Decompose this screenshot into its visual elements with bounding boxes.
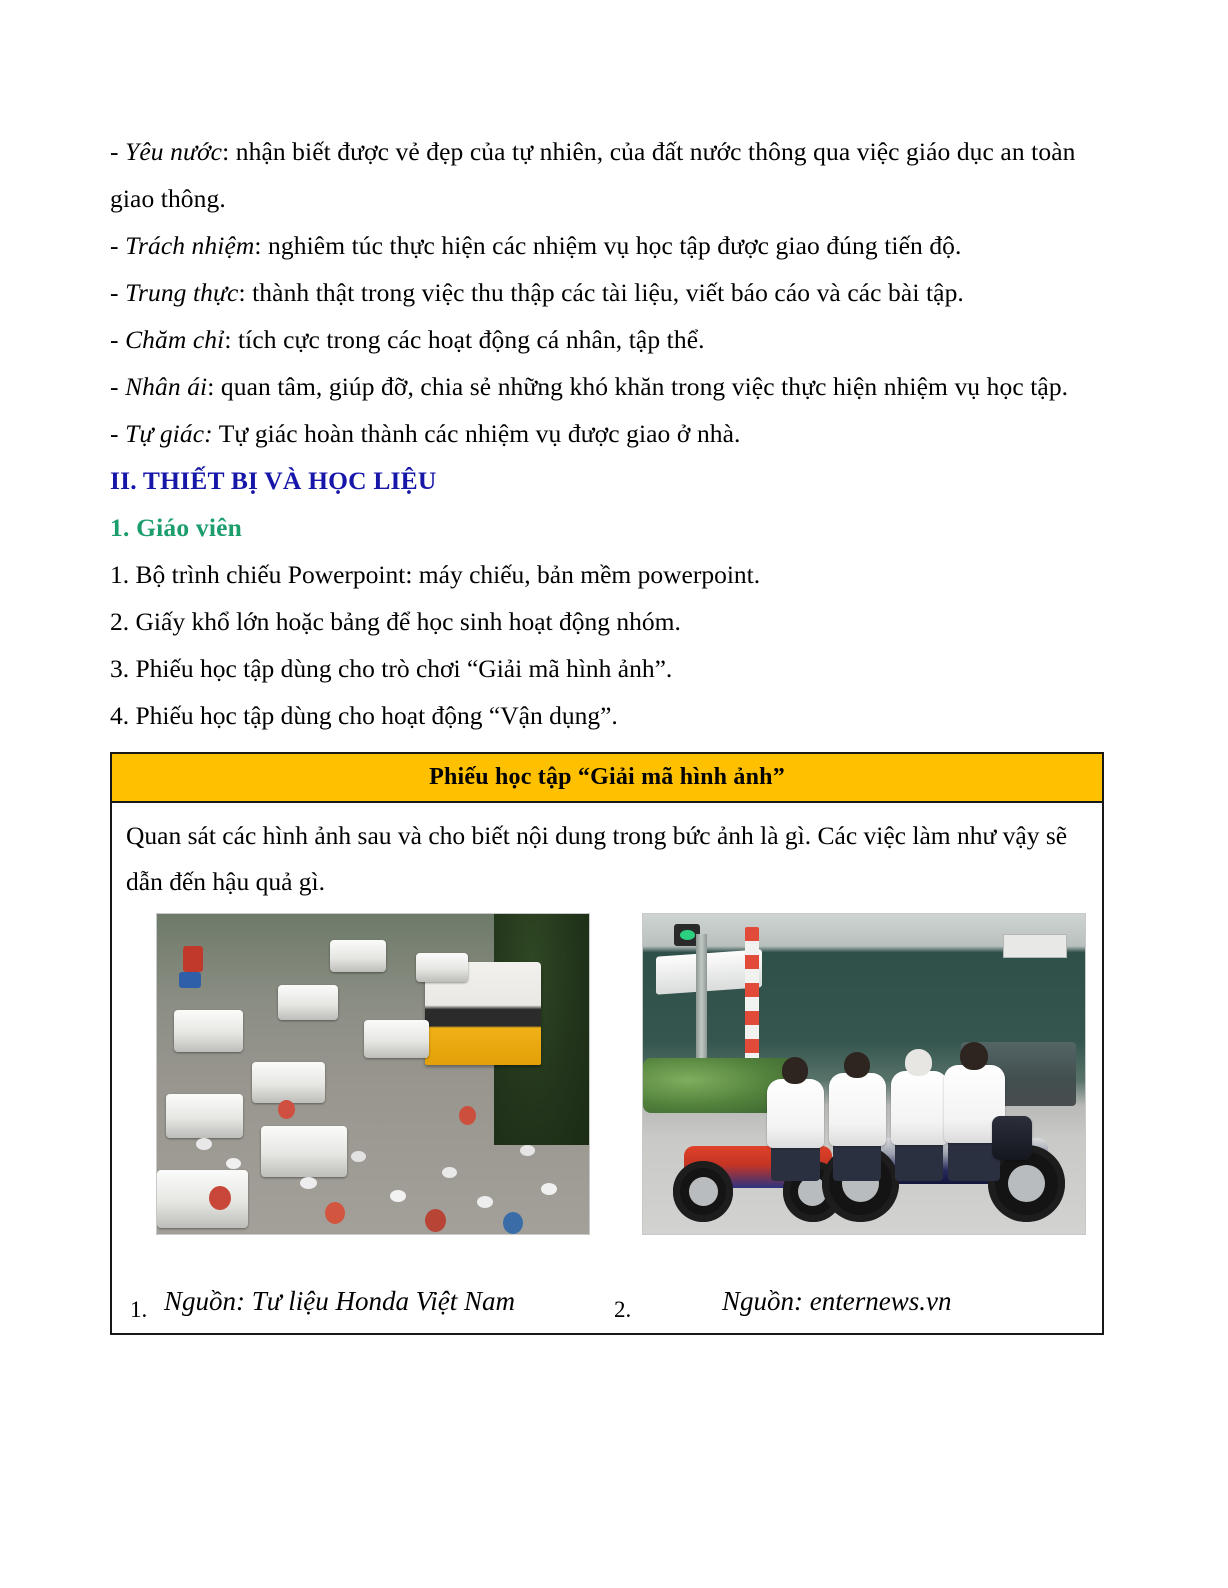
teacher-item: 1. Bộ trình chiếu Powerpoint: máy chiếu, bản mềm powerpoint. xyxy=(110,560,761,589)
student-rider-2 xyxy=(829,1058,886,1183)
quality-item xyxy=(110,316,1120,363)
rider-4-head xyxy=(960,1042,988,1070)
backpack xyxy=(992,1106,1032,1183)
white-van xyxy=(364,1020,429,1058)
quality-item xyxy=(110,222,1120,269)
worksheet-table xyxy=(110,752,1104,1335)
backpack-body xyxy=(992,1116,1032,1161)
section-heading: II. THIẾT BỊ VÀ HỌC LIỆU xyxy=(110,466,437,495)
student-rider-1 xyxy=(767,1065,824,1183)
figure-1 xyxy=(156,913,590,1235)
quality-text: : nghiêm túc thực hiện các nhiệm vụ học tập được giao đúng tiến độ. xyxy=(254,231,962,260)
rider-1-head xyxy=(782,1057,808,1083)
quality-text: : quan tâm, giúp đỡ, chia sẻ những khó khăn trong việc thực hiện nhiệm vụ học tập. xyxy=(207,372,1069,401)
rider-shirt xyxy=(278,1100,295,1119)
figure-1-caption: Nguồn: Tư liệu Honda Việt Nam xyxy=(164,1286,515,1317)
helmet xyxy=(541,1183,557,1195)
quality-label: - Yêu nước xyxy=(110,137,223,166)
teacher-item: 3. Phiếu học tập dùng cho trò chơi “Giải mã hình ảnh”. xyxy=(110,654,673,683)
helmet xyxy=(390,1190,406,1202)
quality-label: - Tự giác: xyxy=(110,419,213,448)
quality-label: - Trách nhiệm xyxy=(110,231,255,260)
white-van xyxy=(416,953,468,982)
rider-shirt xyxy=(459,1106,476,1125)
quality-item xyxy=(110,410,1120,457)
quality-text: Tự giác hoàn thành các nhiệm vụ được giao ở nhà. xyxy=(212,419,741,448)
figure-captions xyxy=(126,1273,1088,1325)
quality-text: : nhận biết được vẻ đẹp của tự nhiên, của đất nước thông qua việc giáo dục an toàn giao thông. xyxy=(110,137,1076,213)
worksheet-title: Phiếu học tập “Giải mã hình ảnh” xyxy=(112,754,1102,803)
quality-label: - Trung thực xyxy=(110,278,239,307)
rider-shirt xyxy=(425,1209,446,1232)
rider-3-shirt xyxy=(891,1071,948,1145)
street-sign xyxy=(179,972,201,988)
white-van xyxy=(174,1010,243,1052)
rider-2-legs xyxy=(833,1141,881,1181)
white-van xyxy=(157,1170,248,1228)
street-scene xyxy=(643,914,1085,1234)
figure-2-number: 2. xyxy=(614,1297,632,1323)
rider-2-shirt xyxy=(829,1073,886,1145)
students-motorbike-photo xyxy=(642,913,1086,1235)
traffic-scene xyxy=(157,914,589,1234)
traffic-jam-photo xyxy=(156,913,590,1235)
quality-text: : thành thật trong việc thu thập các tài liệu, viết báo cáo và các bài tập. xyxy=(238,278,964,307)
rider-shirt xyxy=(503,1212,523,1234)
helmet xyxy=(196,1138,212,1150)
figure-row xyxy=(126,913,1088,1273)
worksheet-body xyxy=(112,803,1102,1333)
teacher-item: 4. Phiếu học tập dùng cho hoạt động “Vận dụng”. xyxy=(110,701,618,730)
quality-item xyxy=(110,128,1120,222)
white-van xyxy=(261,1126,347,1177)
white-van xyxy=(252,1062,325,1104)
helmet xyxy=(442,1167,457,1178)
quality-label: - Chăm chỉ xyxy=(110,325,225,354)
street-sign xyxy=(183,946,203,972)
figure-2 xyxy=(642,913,1086,1235)
helmet xyxy=(226,1158,241,1169)
rider-shirt xyxy=(325,1202,345,1224)
white-van xyxy=(278,985,338,1020)
document-body xyxy=(110,128,1120,739)
helmet xyxy=(477,1196,493,1208)
rider-1-shirt xyxy=(767,1079,824,1148)
white-van xyxy=(166,1094,244,1139)
quality-item xyxy=(110,363,1120,410)
rider-2-head xyxy=(844,1052,870,1078)
quality-label: - Nhân ái xyxy=(110,372,208,401)
quality-text: : tích cực trong các hoạt động cá nhân, tập thể. xyxy=(224,325,705,354)
student-rider-3 xyxy=(891,1055,948,1183)
rider-1-legs xyxy=(771,1143,819,1181)
helmet xyxy=(351,1151,366,1162)
subsection-heading: 1. Giáo viên xyxy=(110,513,243,542)
worksheet-instruction: Quan sát các hình ảnh sau và cho biết nội dung trong bức ảnh là gì. Các việc làm như vậy sẽ dẫn đến hậu quả gì. xyxy=(126,821,1068,897)
rider-3-legs xyxy=(895,1140,943,1181)
white-van xyxy=(330,940,386,972)
rider-3-head xyxy=(905,1049,931,1075)
motorbike-1-front-wheel xyxy=(673,1161,733,1221)
helmet xyxy=(300,1177,317,1189)
quality-item xyxy=(110,269,1120,316)
figure-1-number: 1. xyxy=(130,1297,148,1323)
helmet xyxy=(520,1145,535,1156)
teacher-item: 2. Giấy khổ lớn hoặc bảng để học sinh hoạt động nhóm. xyxy=(110,607,681,636)
shop-sign xyxy=(1003,934,1067,958)
figure-2-caption: Nguồn: enternews.vn xyxy=(722,1286,952,1317)
